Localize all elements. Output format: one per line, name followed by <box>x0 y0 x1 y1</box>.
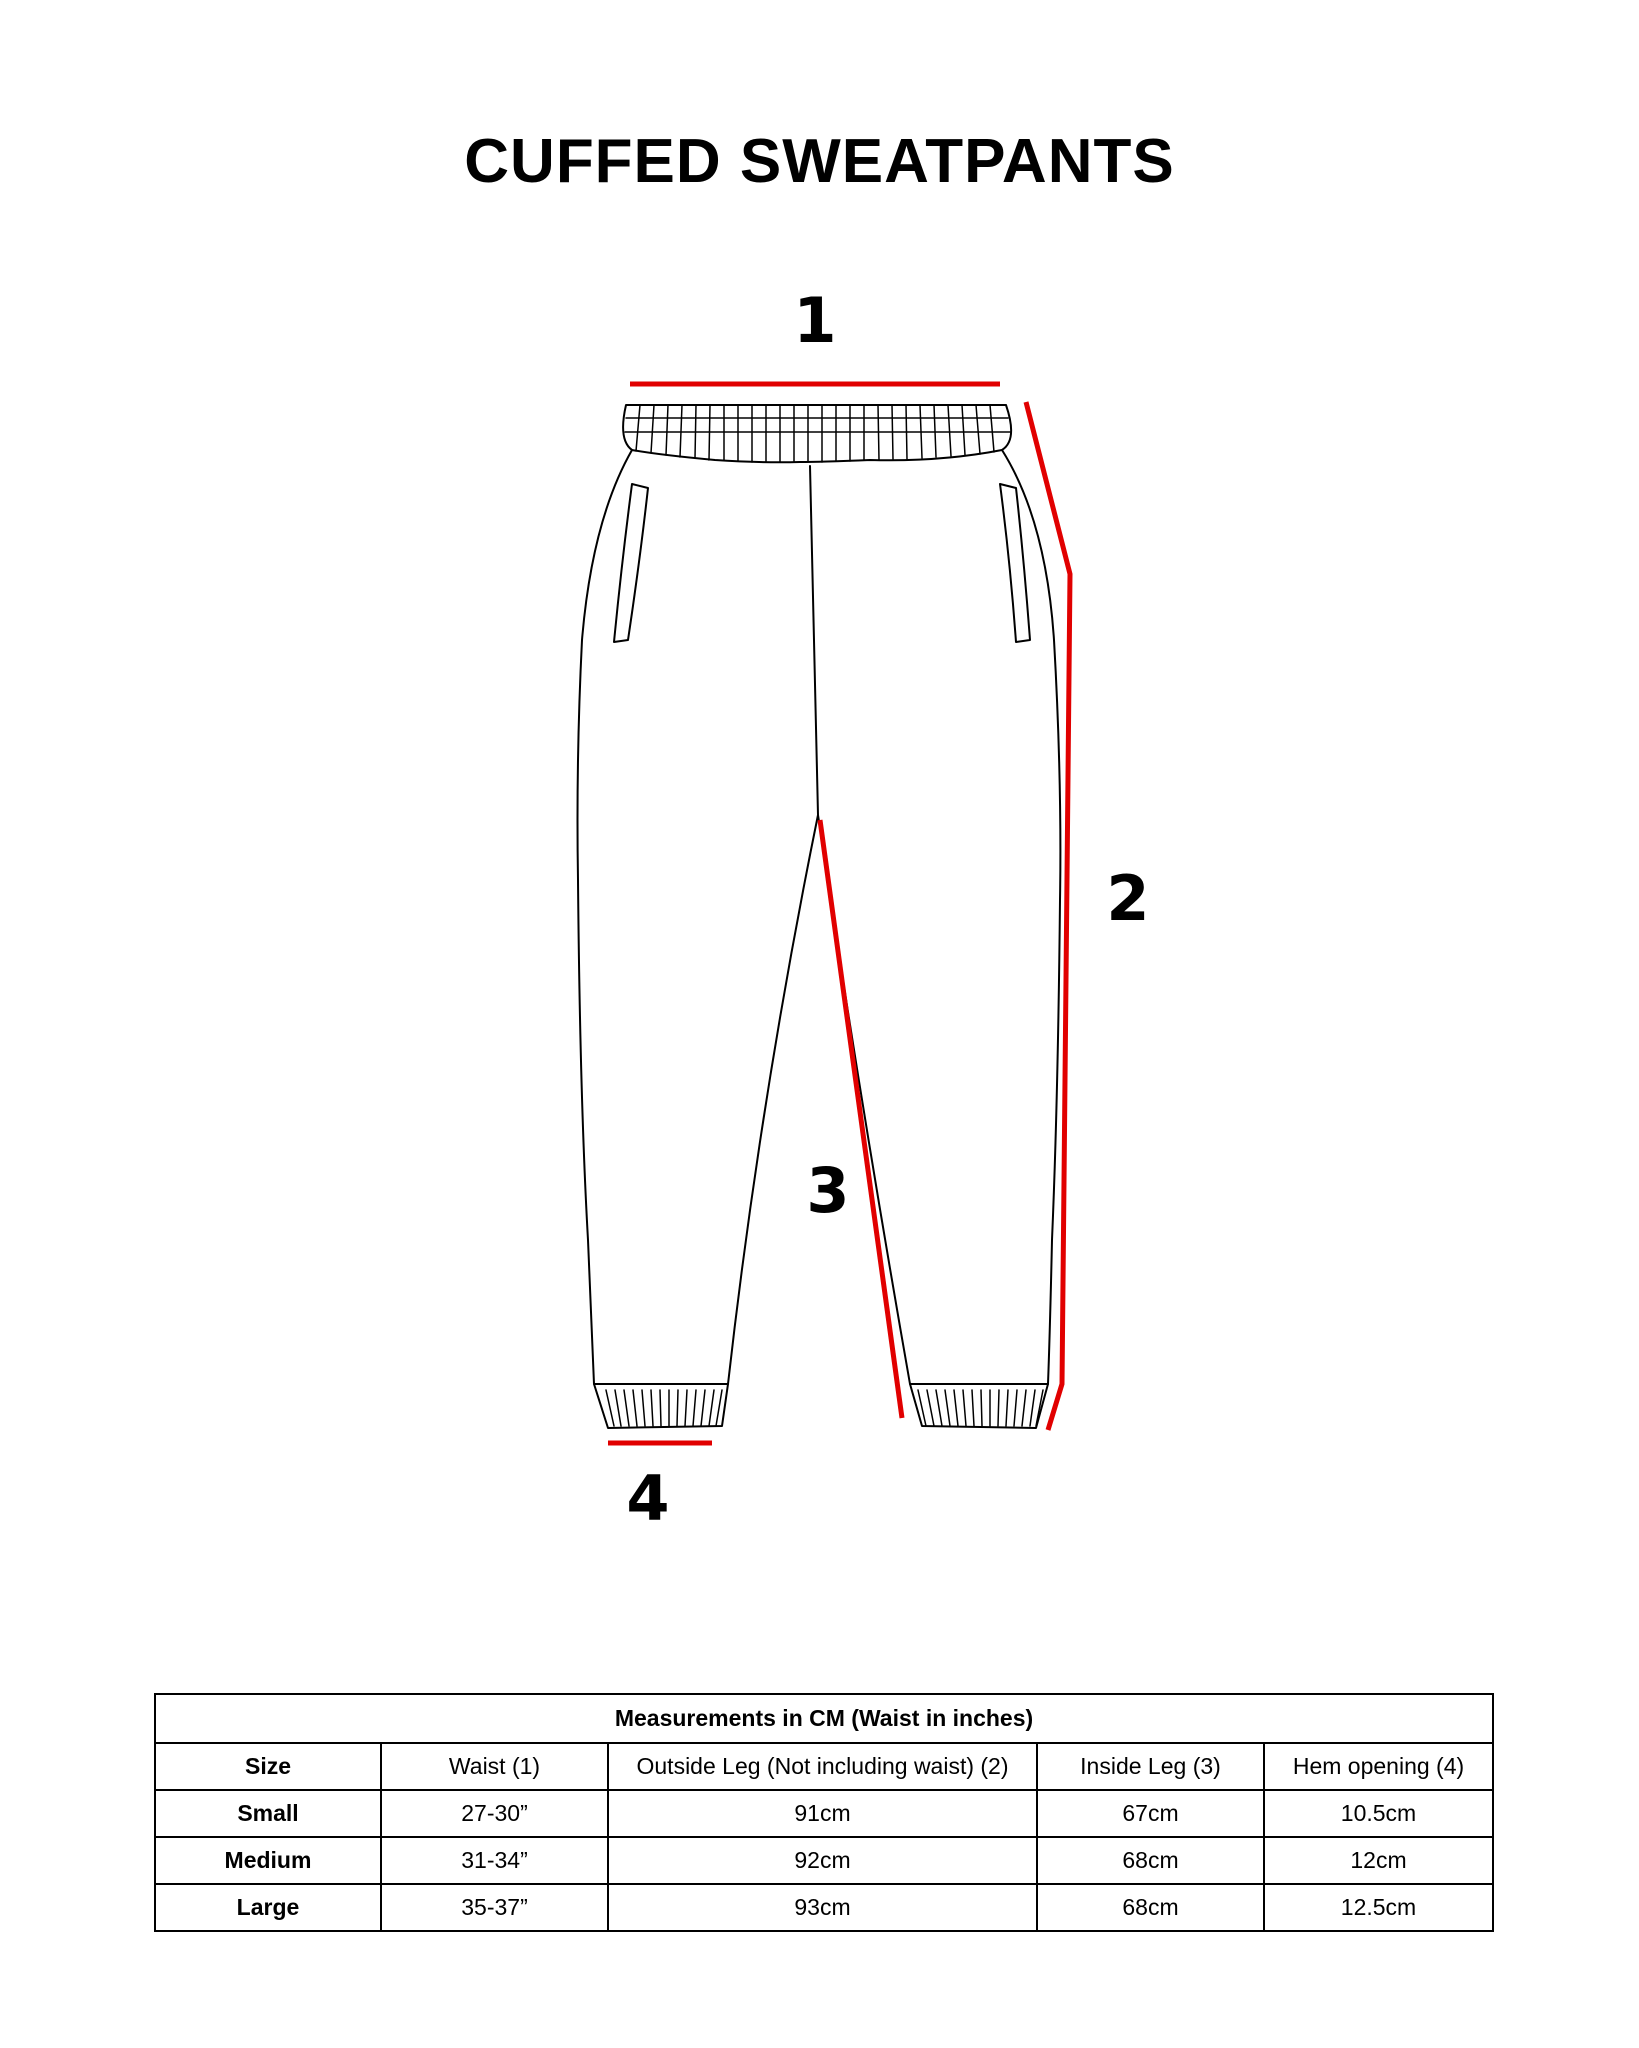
table-caption: Measurements in CM (Waist in inches) <box>155 1694 1493 1743</box>
measure-line-inside-leg <box>820 820 902 1418</box>
left-pocket <box>614 484 648 642</box>
waist-cell: 27-30” <box>381 1790 608 1837</box>
left-cuff-ribbing <box>606 1390 722 1426</box>
waist-cell: 31-34” <box>381 1837 608 1884</box>
size-cell: Medium <box>155 1837 381 1884</box>
callout-3-label: 3 <box>806 1154 850 1227</box>
outside-leg-cell: 93cm <box>608 1884 1037 1931</box>
outside-leg-cell: 91cm <box>608 1790 1037 1837</box>
right-cuff-ribbing <box>918 1390 1043 1426</box>
outside-leg-cell: 92cm <box>608 1837 1037 1884</box>
column-header-inside-leg: Inside Leg (3) <box>1037 1743 1264 1790</box>
inside-leg-cell: 68cm <box>1037 1884 1264 1931</box>
pants-outline <box>578 405 1061 1428</box>
waist-cell: 35-37” <box>381 1884 608 1931</box>
hem-cell: 12cm <box>1264 1837 1493 1884</box>
size-cell: Small <box>155 1790 381 1837</box>
table-row <box>155 1790 1493 1837</box>
column-header-hem: Hem opening (4) <box>1264 1743 1493 1790</box>
size-cell: Large <box>155 1884 381 1931</box>
size-chart <box>154 1693 1492 1932</box>
right-pocket <box>1000 484 1030 642</box>
column-header-waist: Waist (1) <box>381 1743 608 1790</box>
table-row <box>155 1884 1493 1931</box>
right-leg-outline <box>818 450 1060 1384</box>
inside-leg-cell: 67cm <box>1037 1790 1264 1837</box>
measure-line-outside-leg <box>1026 402 1070 1430</box>
table-header-row <box>155 1743 1493 1790</box>
callout-1-label: 1 <box>793 284 837 357</box>
page-title: CUFFED SWEATPANTS <box>464 127 1175 196</box>
table-row <box>155 1837 1493 1884</box>
waistband-ribbing <box>625 405 1010 462</box>
size-table <box>154 1693 1494 1932</box>
column-header-size: Size <box>155 1743 381 1790</box>
inside-leg-cell: 68cm <box>1037 1837 1264 1884</box>
column-header-outside-leg: Outside Leg (Not including waist) (2) <box>608 1743 1037 1790</box>
measurement-lines <box>608 384 1070 1443</box>
hem-cell: 12.5cm <box>1264 1884 1493 1931</box>
table-caption-row <box>155 1694 1493 1743</box>
hem-cell: 10.5cm <box>1264 1790 1493 1837</box>
left-leg-outline <box>578 450 819 1384</box>
callout-4-label: 4 <box>626 1462 670 1535</box>
callout-2-label: 2 <box>1106 862 1150 935</box>
